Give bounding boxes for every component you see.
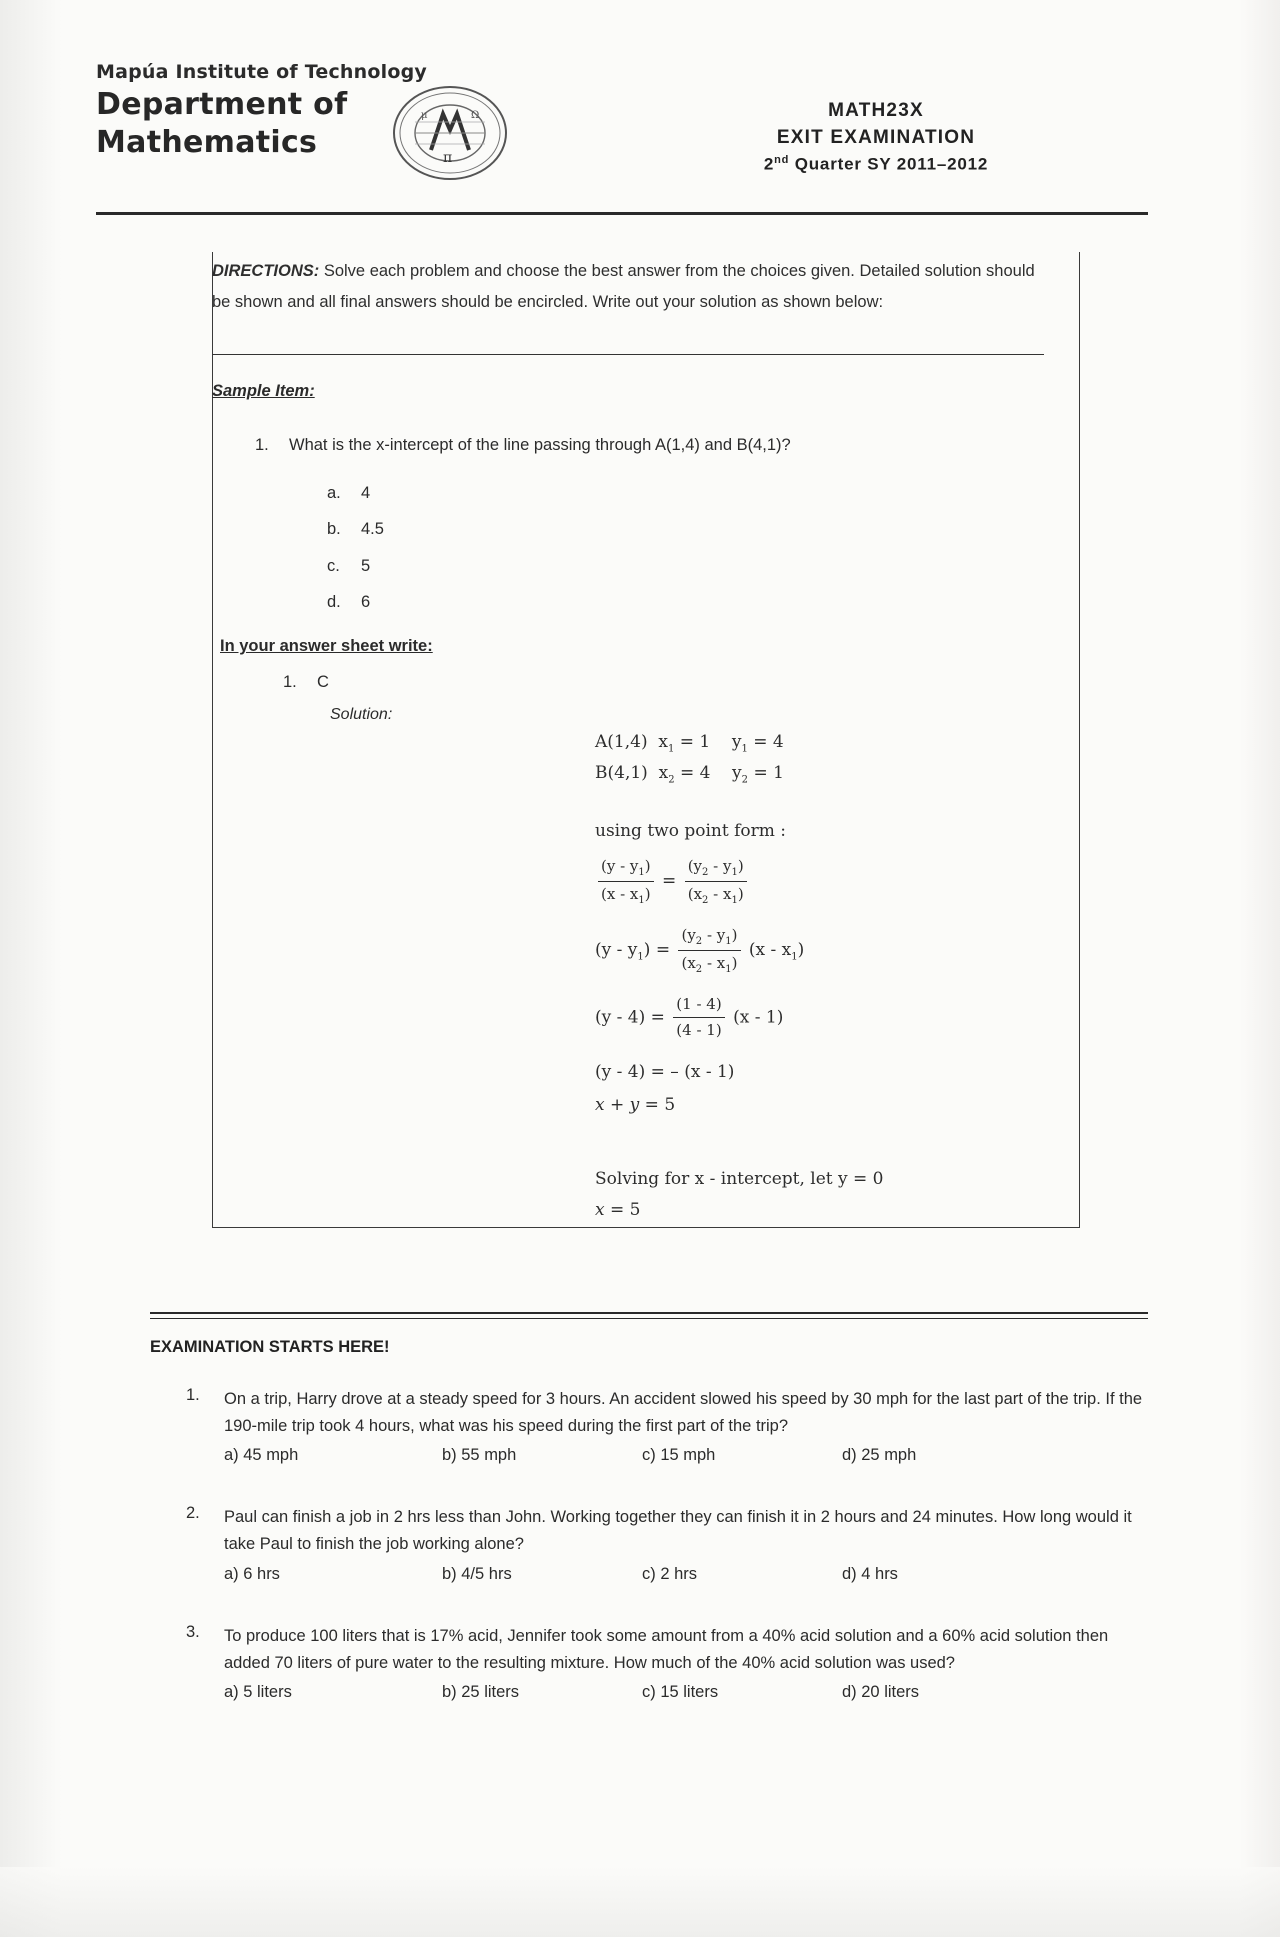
choice-a[interactable]: a) 6 hrs — [224, 1564, 280, 1583]
exam-term — [616, 154, 1136, 175]
solution-line-4: $\frac{(y - y_1)}{(x - x_1)}$ = $\frac{(y_2 - y_1)}{(x_2 - x_1)}$ — [595, 854, 1015, 909]
choice-c[interactable]: c) 15 mph — [642, 1446, 716, 1465]
sample-choices — [327, 475, 384, 620]
sample-question-text: What is the x-intercept of the line passing through A(1,4) and B(4,1)? — [289, 436, 791, 454]
choice-d[interactable]: d) 4 hrs — [842, 1564, 898, 1583]
sample-choice-a-letter: a. — [327, 484, 341, 502]
question-number: 3. — [186, 1622, 200, 1641]
choice-b[interactable]: b) 55 mph — [442, 1446, 517, 1465]
solution-spacer-2 — [595, 1121, 1015, 1147]
sample-choice-a — [327, 475, 384, 511]
exam-starts-label: EXAMINATION STARTS HERE! — [150, 1338, 390, 1356]
scan-edge-left — [0, 0, 62, 1937]
question-number: 2. — [186, 1504, 200, 1523]
question-text: To produce 100 liters that is 17% acid, Jennifer took some amount from a 40% acid solution and a 60% acid solution then added 70 liters of pure water to the resulting mixture. How much of the 40% acid solution was used? — [224, 1626, 1109, 1672]
solution-line-9: Solving for x - intercept, let y = 0 — [595, 1169, 884, 1190]
choice-a[interactable]: a) 5 liters — [224, 1683, 292, 1702]
directions-body: Solve each problem and choose the best answer from the choices given. Detailed solution should be shown and all final answers should be encircled. Write out your solution as shown below: — [212, 262, 1035, 311]
exam-term-ordinal: nd — [774, 154, 790, 166]
question-item — [186, 1504, 1156, 1588]
exam-title: EXIT EXAMINATION — [776, 127, 976, 148]
exam-meta — [616, 100, 1136, 175]
sample-choice-b-letter: b. — [327, 520, 341, 539]
directions-text — [212, 256, 1052, 317]
solution-spacer — [595, 791, 1015, 817]
document-header — [96, 61, 1146, 174]
sample-choice-a-text: 4 — [361, 484, 371, 502]
svg-text:μ: μ — [421, 110, 428, 121]
sample-choice-c-text: 5 — [361, 556, 371, 575]
solution-math-block — [595, 728, 1015, 1227]
solution-line-6: (y - 4) = $\frac{(1 - 4)}{(4 - 1)}$ (x - 1) — [595, 992, 1015, 1044]
question-text: On a trip, Harry drove at a steady speed for 3 hours. An accident slowed his speed by 30 mph for the last part of the trip. If the 190-mile trip took 4 hours, what was his speed during the first part of the trip? — [224, 1390, 1143, 1435]
sample-choice-c — [327, 548, 384, 584]
answer-sheet-heading: In your answer sheet write: — [220, 637, 433, 655]
choice-c[interactable]: c) 2 hrs — [642, 1564, 698, 1583]
exam-code: MATH23X — [828, 100, 924, 121]
scan-edge-bottom — [0, 1867, 1280, 1937]
scan-edge-right — [1240, 0, 1280, 1937]
department-line-1: Department of — [96, 86, 348, 122]
question-choices — [224, 1683, 1156, 1707]
choice-b[interactable]: b) 4/5 hrs — [442, 1564, 512, 1583]
solution-line-1: A(1,4) $x_1 = 1$ $y_1 = 4$ — [595, 732, 784, 755]
solution-line-7: (y - 4) = – (x - 1) — [595, 1061, 735, 1082]
exam-term-prefix: 2 — [763, 154, 775, 174]
solution-line-10: x = 5 — [595, 1200, 641, 1221]
exam-term-rest: Quarter SY 2011–2012 — [789, 154, 989, 174]
solution-line-5: $(y - y_1)$ = $\frac{(y_2 - y_1)}{(x_2 - x_1)}$ $(x - x_1)$ — [595, 923, 1015, 978]
sample-choice-d-letter: d. — [327, 592, 341, 611]
sample-choice-b — [327, 511, 384, 547]
choice-c[interactable]: c) 15 liters — [642, 1683, 719, 1702]
choice-d[interactable]: d) 20 liters — [842, 1683, 920, 1702]
answer-value: C — [317, 673, 329, 691]
sample-question — [255, 436, 975, 455]
solution-line-8: x + y = 5 — [595, 1094, 676, 1115]
question-item — [186, 1386, 1156, 1470]
sample-choice-b-text: 4.5 — [361, 520, 384, 539]
svg-text:π: π — [443, 150, 453, 166]
choice-b[interactable]: b) 25 liters — [442, 1683, 520, 1702]
answer-number: 1. — [283, 673, 297, 691]
school-seal-icon — [391, 84, 509, 182]
sample-choice-d-text: 6 — [361, 592, 371, 611]
question-item — [186, 1623, 1156, 1707]
solution-line-3: using two point form : — [595, 820, 787, 841]
choice-a[interactable]: a) 45 mph — [224, 1446, 299, 1465]
answer-sheet-item — [283, 673, 329, 692]
question-list — [186, 1386, 1156, 1729]
sample-item-title: Sample Item: — [212, 382, 315, 400]
sample-question-number: 1. — [255, 436, 269, 454]
question-choices — [224, 1446, 1156, 1470]
solution-line-2: B(4,1) $x_2 = 4$ $y_2 = 1$ — [595, 763, 784, 786]
svg-text:Ω: Ω — [471, 110, 480, 121]
question-choices — [224, 1565, 1156, 1589]
institution-name: Mapúa Institute of Technology — [96, 61, 427, 83]
question-number: 1. — [186, 1386, 200, 1404]
question-text: Paul can finish a job in 2 hrs less than John. Working together they can finish it in 2 hours and 24 minutes. How long would it take Paul to finish the job working alone? — [224, 1508, 1132, 1554]
header-divider — [96, 212, 1148, 215]
sample-choice-d — [327, 584, 384, 620]
exam-section-divider — [150, 1312, 1148, 1319]
sample-choice-c-letter: c. — [327, 556, 340, 575]
solution-label: Solution: — [330, 706, 393, 723]
department-line-2: Mathematics — [96, 125, 318, 161]
directions-underline — [212, 354, 1044, 355]
directions-label: DIRECTIONS: — [212, 262, 320, 280]
choice-d[interactable]: d) 25 mph — [842, 1446, 917, 1465]
